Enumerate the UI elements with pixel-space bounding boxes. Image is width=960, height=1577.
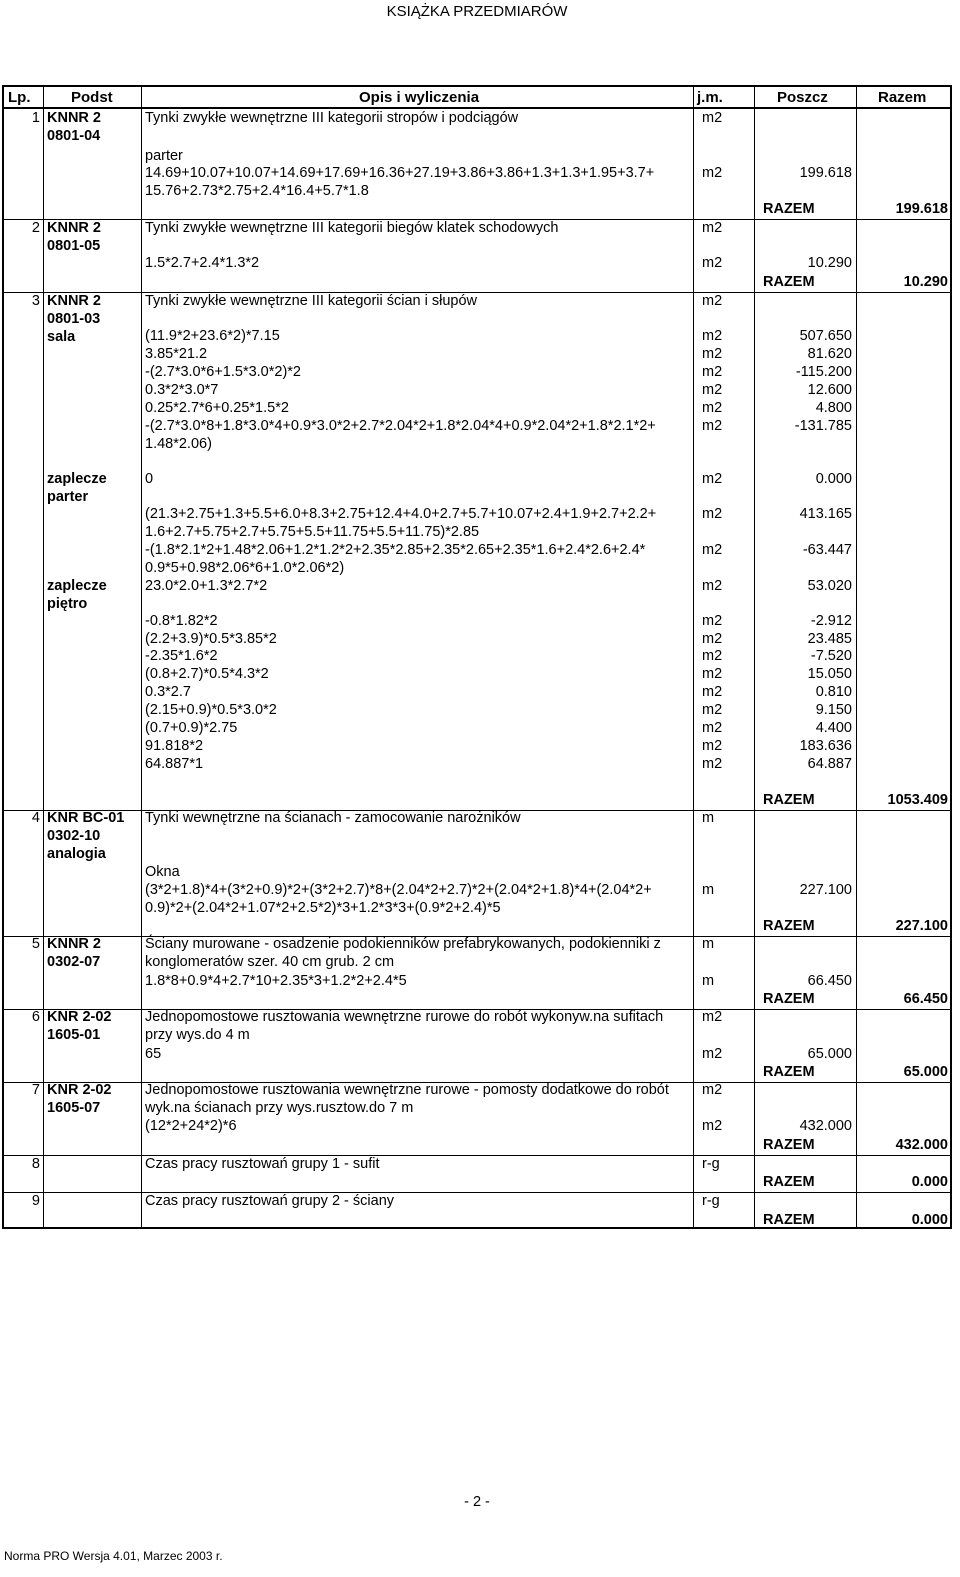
- calc-value: 227.100: [799, 882, 852, 898]
- column-divider: [141, 85, 142, 1229]
- calc-unit: m2: [702, 702, 723, 718]
- item-description: Czas pracy rusztowań grupy 1 - sufit: [145, 1156, 380, 1172]
- calc-unit: m2: [702, 1118, 723, 1134]
- item-unit: m2: [702, 220, 723, 236]
- calc-expression: 64.887*1: [145, 756, 204, 772]
- calc-unit: m2: [702, 364, 723, 380]
- calc-value: 432.000: [799, 1118, 852, 1134]
- item-unit: m2: [702, 293, 723, 309]
- column-divider: [43, 85, 44, 1229]
- item-number: 8: [31, 1156, 40, 1172]
- total-label: RAZEM: [763, 1137, 815, 1153]
- total-value: 65.000: [903, 1064, 948, 1080]
- calc-expression: -(2.7*3.0*6+1.5*3.0*2)*2: [145, 364, 301, 380]
- item-basis: 0801-05: [47, 238, 101, 254]
- calc-unit: m2: [702, 542, 723, 558]
- item-description: Tynki wewnętrzne na ścianach - zamocowanie narożników: [145, 810, 521, 826]
- item-number: 5: [31, 936, 40, 952]
- calc-expression: -2.35*1.6*2: [145, 648, 218, 664]
- item-number: 3: [31, 293, 40, 309]
- calc-expression: 1.6+2.7+5.75+2.7+5.75+5.5+11.75+5.5+11.75)*2.85: [145, 524, 480, 540]
- calc-unit: m2: [702, 255, 723, 271]
- calc-expression: 1.48*2.06): [145, 436, 212, 452]
- item-basis: 1605-01: [47, 1027, 101, 1043]
- item-basis: 0801-04: [47, 128, 101, 144]
- item-unit: m: [702, 810, 715, 826]
- item-basis: 0302-07: [47, 954, 101, 970]
- calc-unit: m2: [702, 666, 723, 682]
- calc-expression: (2.2+3.9)*0.5*3.85*2: [145, 631, 277, 647]
- calc-expression: 0.9)*2+(2.04*2+1.07*2+2.5*2)*3+1.2*3*3+(0.9*2+2.4)*5: [145, 900, 501, 916]
- calc-value: 66.450: [807, 973, 852, 989]
- calc-value: 507.650: [799, 328, 852, 344]
- item-basis: 0302-10: [47, 828, 101, 844]
- header-jm: j.m.: [697, 89, 723, 106]
- item-basis: KNNR 2: [47, 936, 101, 952]
- total-label: RAZEM: [763, 201, 815, 217]
- calc-unit: m2: [702, 631, 723, 647]
- calc-value: 4.400: [815, 720, 852, 736]
- section-label: zaplecze: [47, 578, 107, 594]
- page-title: KSIĄŻKA PRZEDMIARÓW: [386, 3, 568, 20]
- calc-unit: m2: [702, 578, 723, 594]
- calc-unit: m2: [702, 613, 723, 629]
- calc-value: 10.290: [807, 255, 852, 271]
- item-description: Jednopomostowe rusztowania wewnętrzne rurowe - pomosty dodatkowe do robót: [145, 1082, 669, 1098]
- column-divider: [693, 85, 694, 1229]
- total-value: 10.290: [903, 274, 948, 290]
- calc-expression: 0.3*2.7: [145, 684, 191, 700]
- column-divider: [754, 85, 755, 1229]
- header-razem: Razem: [878, 89, 927, 106]
- item-description: Tynki zwykłe wewnętrzne III kategorii stropów i podciągów: [145, 110, 519, 126]
- total-value: 0.000: [911, 1212, 948, 1228]
- calc-unit: m2: [702, 720, 723, 736]
- item-basis: KNNR 2: [47, 220, 101, 236]
- item-basis: KNNR 2: [47, 293, 101, 309]
- total-value: 0.000: [911, 1174, 948, 1190]
- item-unit: m2: [702, 1009, 723, 1025]
- header-lp: Lp.: [8, 89, 31, 106]
- calc-unit: m2: [702, 382, 723, 398]
- calc-value: 15.050: [807, 666, 852, 682]
- item-basis: 0801-03: [47, 311, 101, 327]
- total-label: RAZEM: [763, 1212, 815, 1228]
- calc-expression: (3*2+1.8)*4+(3*2+0.9)*2+(3*2+2.7)*8+(2.04*2+2.7)*2+(2.04*2+1.8)*4+(2.04*2+: [145, 882, 652, 898]
- calc-expression: (12*2+24*2)*6: [145, 1118, 237, 1134]
- section-label: parter: [47, 489, 89, 505]
- item-unit: m2: [702, 1082, 723, 1098]
- calc-unit: m2: [702, 648, 723, 664]
- calc-unit: m2: [702, 471, 723, 487]
- item-description-cont: konglomeratów szer. 40 cm grub. 2 cm: [145, 954, 395, 970]
- total-label: RAZEM: [763, 991, 815, 1007]
- calc-unit: m2: [702, 684, 723, 700]
- total-label: RAZEM: [763, 792, 815, 808]
- calc-expression: -0.8*1.82*2: [145, 613, 218, 629]
- calc-unit: m: [702, 973, 715, 989]
- header-poszcz: Poszcz: [777, 89, 828, 106]
- calc-unit: m2: [702, 346, 723, 362]
- calc-expression: (0.8+2.7)*0.5*4.3*2: [145, 666, 269, 682]
- calc-expression: (2.15+0.9)*0.5*3.0*2: [145, 702, 277, 718]
- calc-expression: (0.7+0.9)*2.75: [145, 720, 238, 736]
- item-description-cont: przy wys.do 4 m: [145, 1027, 250, 1043]
- item-description-cont: wyk.na ścianach przy wys.rusztow.do 7 m: [145, 1100, 414, 1116]
- calc-value: 4.800: [815, 400, 852, 416]
- item-number: 1: [31, 110, 40, 126]
- column-divider: [856, 85, 857, 1229]
- total-value: 227.100: [895, 918, 948, 934]
- calc-expression: 23.0*2.0+1.3*2.7*2: [145, 578, 268, 594]
- item-basis: 1605-07: [47, 1100, 101, 1116]
- calc-unit: m2: [702, 506, 723, 522]
- calc-value: 183.636: [799, 738, 852, 754]
- total-value: 66.450: [903, 991, 948, 1007]
- calc-unit: m2: [702, 756, 723, 772]
- calc-value: -7.520: [810, 648, 852, 664]
- calc-expression: (11.9*2+23.6*2)*7.15: [145, 328, 280, 344]
- calc-value: 81.620: [807, 346, 852, 362]
- calc-value: 64.887: [807, 756, 852, 772]
- item-basis: KNR BC-01: [47, 810, 125, 826]
- calc-expression: 65: [145, 1046, 162, 1062]
- calc-unit: m2: [702, 400, 723, 416]
- item-description: Ściany murowane - osadzenie podokienników prefabrykowanych, podokienniki z: [145, 936, 661, 952]
- item-description: Tynki zwykłe wewnętrzne III kategorii ścian i słupów: [145, 293, 478, 309]
- row-divider: [2, 107, 952, 109]
- header-podst: Podst: [71, 89, 113, 106]
- total-label: RAZEM: [763, 918, 815, 934]
- calc-value: 0.000: [815, 471, 852, 487]
- calc-expression: 91.818*2: [145, 738, 204, 754]
- calc-expression: (21.3+2.75+1.3+5.5+6.0+8.3+2.75+12.4+4.0+2.7+5.7+10.07+2.4+1.9+2.7+2.2+: [145, 506, 657, 522]
- total-label: RAZEM: [763, 1174, 815, 1190]
- calc-unit: m2: [702, 1046, 723, 1062]
- calc-value: 413.165: [799, 506, 852, 522]
- item-number: 4: [31, 810, 40, 826]
- calc-expression: 0.3*2*3.0*7: [145, 382, 219, 398]
- calc-value: 65.000: [807, 1046, 852, 1062]
- calc-expression: 14.69+10.07+10.07+14.69+17.69+16.36+27.19+3.86+3.86+1.3+1.3+1.95+3.7+: [145, 165, 655, 181]
- item-unit: m2: [702, 110, 723, 126]
- calc-value: 12.600: [807, 382, 852, 398]
- page-number: - 2 -: [464, 1494, 490, 1510]
- calc-expression: 1.5*2.7+2.4*1.3*2: [145, 255, 260, 271]
- calc-value: -131.785: [794, 418, 852, 434]
- calc-expression: 1.8*8+0.9*4+2.7*10+2.35*3+1.2*2+2.4*5: [145, 973, 407, 989]
- calc-value: 199.618: [799, 165, 852, 181]
- item-basis: KNR 2-02: [47, 1082, 112, 1098]
- item-description: Jednopomostowe rusztowania wewnętrzne rurowe do robót wykonyw.na sufitach: [145, 1009, 664, 1025]
- calc-unit: m2: [702, 418, 723, 434]
- calc-value: 0.810: [815, 684, 852, 700]
- footer-note: Norma PRO Wersja 4.01, Marzec 2003 r.: [4, 1549, 223, 1563]
- item-unit: m: [702, 936, 715, 952]
- item-basis: KNNR 2: [47, 110, 101, 126]
- calc-value: 9.150: [815, 702, 852, 718]
- header-opis: Opis i wyliczenia: [359, 89, 480, 106]
- item-basis: sala: [47, 329, 76, 345]
- calc-value: -2.912: [810, 613, 852, 629]
- calc-unit: m: [702, 882, 715, 898]
- section-label: zaplecze: [47, 471, 107, 487]
- calc-expression: 0: [145, 471, 154, 487]
- item-description: Czas pracy rusztowań grupy 2 - ściany: [145, 1193, 395, 1209]
- calc-value: 53.020: [807, 578, 852, 594]
- total-value: 432.000: [895, 1137, 948, 1153]
- calc-expression: parter: [145, 148, 183, 164]
- item-unit: r-g: [702, 1193, 720, 1209]
- calc-unit: m2: [702, 165, 723, 181]
- item-number: 7: [31, 1082, 40, 1098]
- total-value: 199.618: [895, 201, 948, 217]
- item-description: Tynki zwykłe wewnętrzne III kategorii biegów klatek schodowych: [145, 220, 559, 236]
- calc-expression: 0.9*5+0.98*2.06*6+1.0*2.06*2): [145, 560, 345, 576]
- calc-expression: 0.25*2.7*6+0.25*1.5*2: [145, 400, 289, 416]
- total-label: RAZEM: [763, 1064, 815, 1080]
- total-value: 1053.409: [887, 792, 948, 808]
- calc-expression: 15.76+2.73*2.75+2.4*16.4+5.7*1.8: [145, 183, 369, 199]
- item-number: 6: [31, 1009, 40, 1025]
- calc-unit: m2: [702, 328, 723, 344]
- calc-value: 23.485: [807, 631, 852, 647]
- calc-value: -115.200: [795, 364, 852, 380]
- calc-expression: -(1.8*2.1*2+1.48*2.06+1.2*1.2*2+2.35*2.85+2.35*2.65+2.35*1.6+2.4*2.6+2.4*: [145, 542, 646, 558]
- item-basis: analogia: [47, 846, 106, 862]
- calc-unit: m2: [702, 738, 723, 754]
- calc-value: -63.447: [802, 542, 852, 558]
- calc-expression: Okna: [145, 864, 180, 880]
- item-unit: r-g: [702, 1156, 720, 1172]
- item-basis: KNR 2-02: [47, 1009, 112, 1025]
- item-number: 9: [31, 1193, 40, 1209]
- item-number: 2: [31, 220, 40, 236]
- calc-expression: 3.85*21.2: [145, 346, 208, 362]
- calc-expression: -(2.7*3.0*8+1.8*3.0*4+0.9*3.0*2+2.7*2.04*2+1.8*2.04*4+0.9*2.04*2+1.8*2.1*2+: [145, 418, 656, 434]
- total-label: RAZEM: [763, 274, 815, 290]
- section-label: piętro: [47, 596, 88, 612]
